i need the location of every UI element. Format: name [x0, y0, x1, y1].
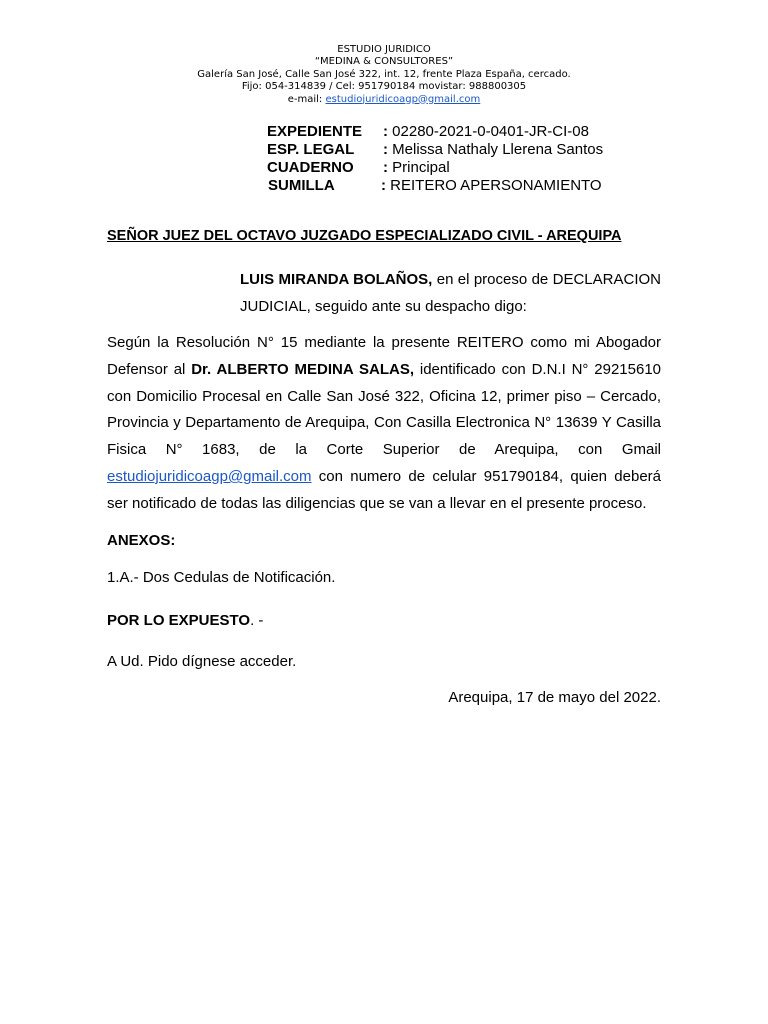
- expuesto-bold: POR LO EXPUESTO: [107, 612, 251, 629]
- colon: :: [383, 123, 388, 140]
- colon: :: [381, 177, 386, 194]
- letterhead: [0, 44, 768, 106]
- petitioner-name: LUIS MIRANDA BOLAÑOS,: [240, 271, 433, 288]
- colon: :: [383, 141, 388, 158]
- body-email-link[interactable]: estudiojuridicoagp@gmail.com: [107, 467, 312, 485]
- request-line: A Ud. Pido dígnese acceder.: [107, 653, 297, 670]
- intro-text: en el proceso de DECLARACION JUDICIAL, seguido ante su despacho digo:: [240, 271, 661, 315]
- por-lo-expuesto: [107, 612, 263, 629]
- date-line: Arequipa, 17 de mayo del 2022.: [448, 689, 661, 706]
- cuaderno-label: CUADERNO: [267, 159, 354, 176]
- esp-legal-value: Melissa Nathaly Llerena Santos: [392, 141, 604, 158]
- expediente-value: 02280-2021-0-0401-JR-CI-08: [392, 123, 589, 140]
- anexo-item-1: 1.A.- Dos Cedulas de Notificación.: [107, 569, 336, 586]
- anexos-heading: ANEXOS:: [107, 532, 176, 549]
- firm-phones: Fijo: 054-314839 / Cel: 951790184 movistar: 988800305: [241, 81, 527, 93]
- cuaderno-value: Principal: [392, 159, 450, 176]
- body-part2: identificado con D.N.I N° 29215610 con Domicilio Procesal en Calle San José 322, Oficina 12, primer piso – Cercado, Provincia y Departamento de Arequipa, Con Casilla Electronica N° 13639 Y Casilla Fisica N° 1683, de la Corte Superior de Arequipa, con Gmail: [107, 360, 661, 459]
- addressee-heading: SEÑOR JUEZ DEL OCTAVO JUZGADO ESPECIALIZADO CIVIL - AREQUIPA: [107, 228, 622, 244]
- body-part3: con numero de celular 951790184, quien deberá ser notificado de todas las diligencias que se van a llevar en el presente proceso.: [107, 467, 662, 512]
- body-part1: Según la Resolución N° 15 mediante la presente REITERO como mi Abogador Defensor al: [107, 334, 661, 378]
- body-paragraph: [107, 330, 661, 518]
- firm-name: “MEDINA & CONSULTORES”: [314, 56, 454, 68]
- firm-type: ESTUDIO JURIDICO: [337, 44, 431, 55]
- lawyer-name: Dr. ALBERTO MEDINA SALAS,: [191, 360, 415, 378]
- firm-email-line: [0, 94, 768, 106]
- email-label: e-mail:: [287, 93, 323, 105]
- sumilla-label: SUMILLA: [268, 177, 335, 194]
- sumilla-value: REITERO APERSONAMIENTO: [390, 177, 602, 194]
- esp-legal-label: ESP. LEGAL: [267, 141, 355, 158]
- expediente-label: EXPEDIENTE: [267, 123, 363, 140]
- firm-email-link[interactable]: estudiojuridicoagp@gmail.com: [325, 93, 481, 105]
- intro-paragraph: [240, 266, 661, 320]
- colon: :: [383, 159, 388, 176]
- firm-address: Galería San José, Calle San José 322, int. 12, frente Plaza España, cercado.: [197, 68, 571, 80]
- expuesto-suffix: . -: [250, 612, 264, 629]
